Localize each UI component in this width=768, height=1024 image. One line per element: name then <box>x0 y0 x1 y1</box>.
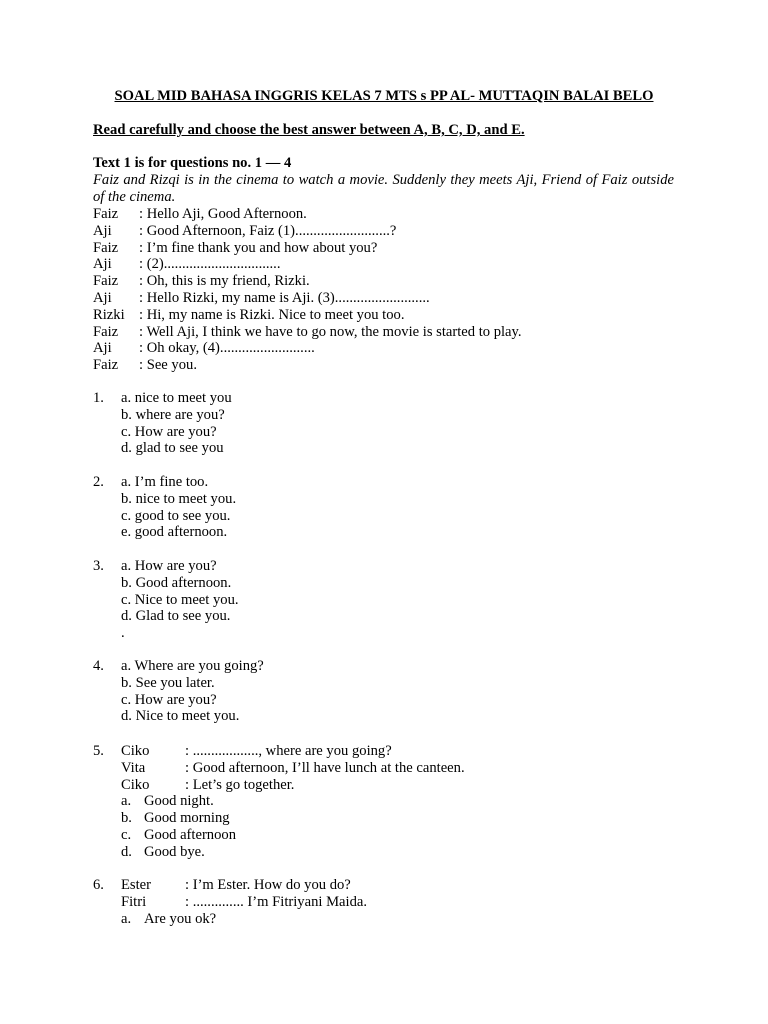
speaker: Ciko <box>121 743 150 759</box>
option-text: Good bye. <box>144 843 205 860</box>
question-6 <box>93 877 367 927</box>
option-a: a. I’m fine too. <box>121 474 209 490</box>
option-d: d. glad to see you <box>121 440 224 457</box>
line: : (2)................................ <box>139 256 281 273</box>
option-c: c. How are you? <box>121 423 217 440</box>
dialog-line <box>93 307 522 324</box>
option-c: c. good to see you. <box>121 507 231 524</box>
speaker: Aji <box>93 222 112 239</box>
text1-heading: Text 1 is for questions no. 1 — 4 <box>93 155 292 171</box>
question-number: 1. <box>93 390 104 406</box>
option-letter: b. <box>121 810 132 827</box>
text1-dialog <box>93 206 522 374</box>
speaker: Faiz <box>93 323 119 340</box>
line: : Hello Aji, Good Afternoon. <box>139 206 307 222</box>
question-number: 3. <box>93 558 104 574</box>
line: : Well Aji, I think we have to go now, the movie is started to play. <box>139 323 522 340</box>
option-b: b. nice to meet you. <box>121 490 237 507</box>
option-c: c. Nice to meet you. <box>121 591 239 608</box>
line: : Let’s go together. <box>185 776 295 793</box>
question-4 <box>93 658 264 725</box>
speaker: Ciko <box>121 776 150 793</box>
speaker: Aji <box>93 289 112 306</box>
question-number: 2. <box>93 474 104 490</box>
speaker: Faiz <box>93 239 119 256</box>
speaker: Faiz <box>93 357 119 374</box>
question-2 <box>93 474 236 541</box>
stray-dot: . <box>121 625 125 642</box>
text1-intro: Faiz and Rizqi is in the cinema to watch a movie. Suddenly they meets Aji, Friend of Faiz outside of the cinema. <box>93 172 674 205</box>
option-b: b. See you later. <box>121 674 215 691</box>
line: : Hi, my name is Rizki. Nice to meet you too. <box>139 306 405 323</box>
speaker: Rizki <box>93 306 125 323</box>
dialog-line <box>93 256 522 273</box>
option-b: b. where are you? <box>121 406 225 423</box>
option-c: c. How are you? <box>121 691 217 708</box>
dialog-line <box>93 290 522 307</box>
option-text: Good afternoon <box>144 826 236 843</box>
speaker: Faiz <box>93 206 119 222</box>
line: : .............. I’m Fitriyani Maida. <box>185 893 367 910</box>
option-text: Good morning <box>144 810 230 827</box>
speaker: Fitri <box>121 893 147 910</box>
dialog-line <box>93 273 522 290</box>
option-d: d. Nice to meet you. <box>121 708 240 725</box>
page-title: SOAL MID BAHASA INGGRIS KELAS 7 MTS s PP AL- MUTTAQIN BALAI BELO <box>114 88 654 104</box>
instruction: Read carefully and choose the best answer between A, B, C, D, and E. <box>93 122 525 138</box>
dialog-line <box>93 357 522 374</box>
line: : Good afternoon, I’ll have lunch at the canteen. <box>185 759 465 776</box>
line: : Hello Rizki, my name is Aji. (3).......................... <box>139 289 430 306</box>
option-d: d. Glad to see you. <box>121 608 231 625</box>
dialog-line <box>93 206 522 223</box>
question-number: 4. <box>93 658 104 674</box>
speaker: Aji <box>93 340 112 357</box>
speaker: Faiz <box>93 273 119 290</box>
line: : Oh okay, (4).......................... <box>139 340 315 357</box>
question-1 <box>93 390 232 457</box>
speaker: Vita <box>121 759 146 776</box>
line: : See you. <box>139 357 197 374</box>
question-5 <box>93 743 465 861</box>
option-text: Are you ok? <box>144 910 217 927</box>
dialog-line <box>93 340 522 357</box>
option-a: a. nice to meet you <box>121 390 232 406</box>
line: : I’m fine thank you and how about you? <box>139 239 378 256</box>
option-letter: c. <box>121 826 132 843</box>
option-letter: a. <box>121 793 132 810</box>
line: : I’m Ester. How do you do? <box>185 877 351 893</box>
option-e: e. good afternoon. <box>121 524 228 541</box>
dialog-line <box>93 240 522 257</box>
option-letter: d. <box>121 843 132 860</box>
dialog-line <box>93 324 522 341</box>
line: : Oh, this is my friend, Rizki. <box>139 273 310 290</box>
option-b: b. Good afternoon. <box>121 574 232 591</box>
line: : Good Afternoon, Faiz (1)..........................? <box>139 222 397 239</box>
speaker: Aji <box>93 256 112 273</box>
option-a: a. How are you? <box>121 558 217 574</box>
question-3 <box>93 558 239 642</box>
option-text: Good night. <box>144 793 214 810</box>
line: : .................., where are you going? <box>185 743 392 759</box>
question-number: 5. <box>93 743 104 759</box>
option-a: a. Where are you going? <box>121 658 264 674</box>
question-number: 6. <box>93 877 104 893</box>
dialog-line <box>93 223 522 240</box>
speaker: Ester <box>121 877 151 893</box>
option-letter: a. <box>121 910 132 927</box>
